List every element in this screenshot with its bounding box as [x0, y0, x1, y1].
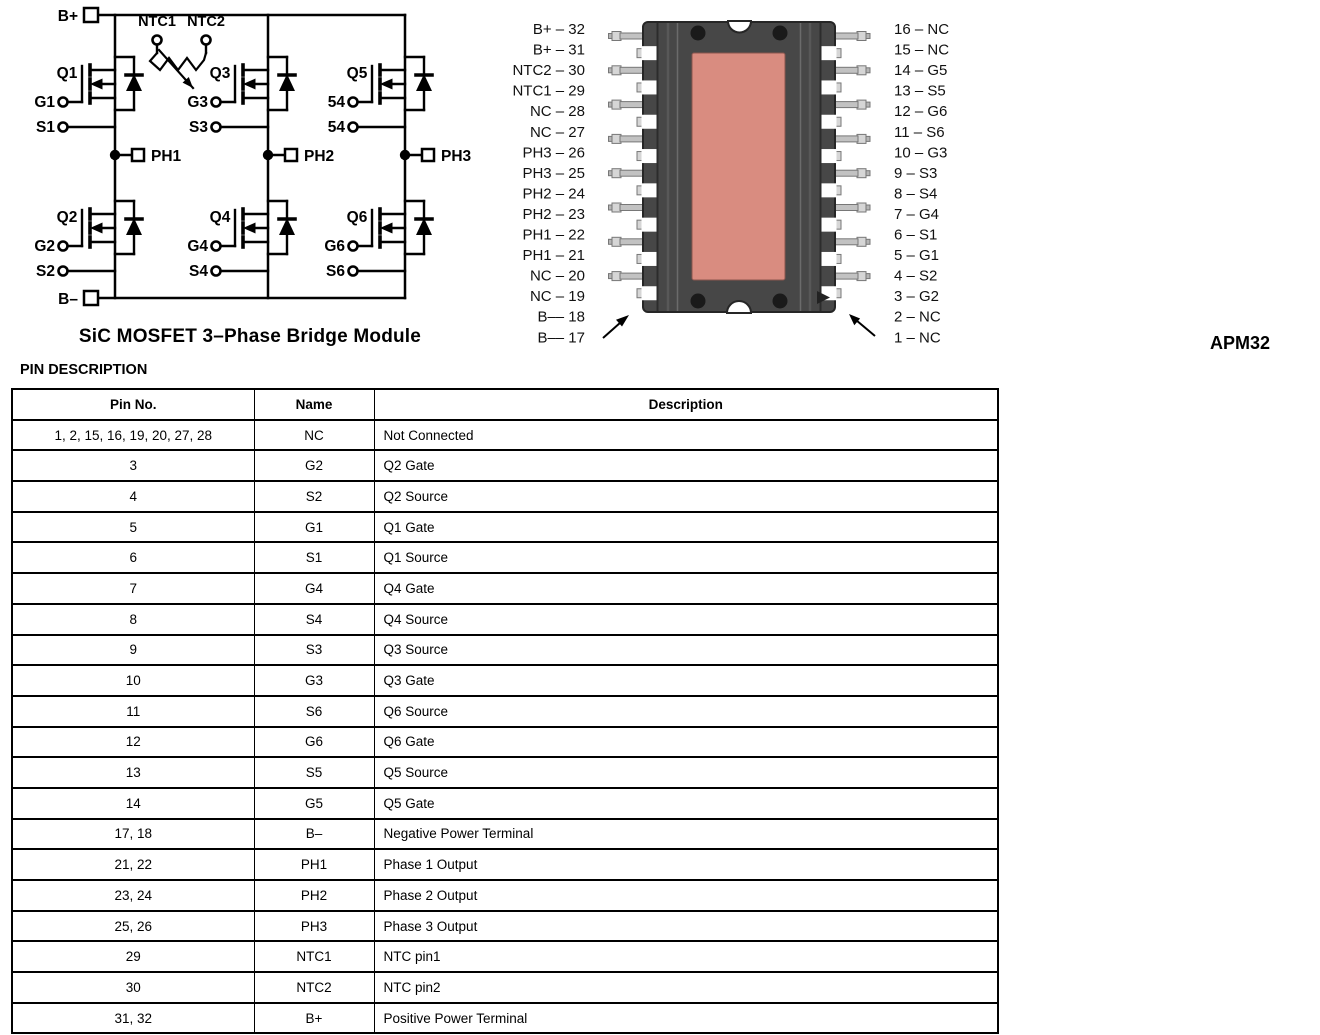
cell-name: S5	[254, 757, 374, 788]
cell-name: G5	[254, 788, 374, 819]
edge-notch	[642, 46, 658, 60]
cell-description: NTC pin1	[374, 941, 998, 972]
pin-label: B–– 17	[537, 329, 585, 347]
pin-label: PH3 – 26	[522, 144, 585, 162]
pin-label: 2 – NC	[894, 308, 941, 326]
q4-label: Q4	[209, 209, 231, 226]
cell-description: Q4 Source	[374, 604, 998, 635]
pin-label: 16 – NC	[894, 21, 950, 38]
cell-name: S3	[254, 635, 374, 666]
edge-notch	[821, 149, 837, 163]
cell-description: Q1 Gate	[374, 512, 998, 543]
g4-label: G4	[187, 238, 208, 255]
cell-name: NTC1	[254, 941, 374, 972]
cell-description: Phase 3 Output	[374, 911, 998, 942]
cell-description: Phase 2 Output	[374, 880, 998, 911]
cell-pin-no: 31, 32	[12, 1003, 254, 1034]
table-row	[12, 665, 998, 696]
bminus-label: B–	[58, 291, 78, 308]
pin-label: 5 – G1	[894, 247, 940, 265]
cell-name: G2	[254, 450, 374, 481]
table-row	[12, 849, 998, 880]
cell-description: Phase 1 Output	[374, 849, 998, 880]
pin-label: NTC2 – 30	[512, 62, 585, 80]
package-pin	[866, 68, 870, 73]
package-pin	[834, 239, 858, 245]
ph1-terminal	[132, 149, 144, 161]
s5-label: 54	[327, 119, 345, 136]
screw-hole	[691, 26, 706, 41]
pin-label: PH2 – 23	[522, 205, 585, 223]
left-pin-labels	[512, 21, 585, 346]
g3-label: G3	[187, 94, 208, 111]
package-pin	[834, 136, 858, 142]
pin-label: NC – 19	[529, 288, 585, 306]
package-pin	[620, 102, 644, 108]
table-row	[12, 604, 998, 635]
orientation-arrow	[849, 314, 875, 336]
edge-notch	[642, 252, 658, 266]
cell-description: Q2 Source	[374, 481, 998, 512]
table-row	[12, 757, 998, 788]
edge-notch	[642, 183, 658, 197]
pin-label: NTC1 – 29	[512, 82, 585, 100]
cell-name: PH1	[254, 849, 374, 880]
cell-pin-no: 23, 24	[12, 880, 254, 911]
table-row	[12, 727, 998, 758]
q5-label: Q5	[346, 65, 368, 82]
pin-label: 9 – S3	[894, 164, 938, 182]
table-row	[12, 635, 998, 666]
cell-name: B–	[254, 819, 374, 850]
schematic-panel	[0, 0, 500, 360]
pin-label: 7 – G4	[894, 205, 940, 223]
cell-name: G4	[254, 573, 374, 604]
s3-label: S3	[189, 119, 208, 136]
cell-pin-no: 9	[12, 635, 254, 666]
cell-pin-no: 30	[12, 972, 254, 1003]
package-caption-clip	[1160, 333, 1320, 353]
table-row	[12, 573, 998, 604]
edge-notch	[821, 218, 837, 232]
pin-label: 1 – NC	[894, 329, 941, 347]
edge-notch	[642, 80, 658, 94]
package-pin	[866, 102, 870, 107]
cell-pin-no: 11	[12, 696, 254, 727]
package-pin	[834, 33, 858, 39]
pin-label: 14 – G5	[894, 62, 948, 80]
package-pin	[866, 205, 870, 210]
package-pin	[834, 102, 858, 108]
cell-description: Q6 Source	[374, 696, 998, 727]
col-header-description: Description	[374, 389, 998, 420]
pin-label: PH1 – 21	[522, 247, 585, 265]
s1-label: S1	[36, 119, 55, 136]
cell-pin-no: 5	[12, 512, 254, 543]
col-header-name: Name	[254, 389, 374, 420]
bplus-terminal	[84, 8, 98, 22]
cell-description: Q3 Source	[374, 635, 998, 666]
table-row	[12, 481, 998, 512]
bminus-terminal	[84, 291, 98, 305]
table-row	[12, 911, 998, 942]
pin-label: 3 – G2	[894, 288, 940, 306]
cell-pin-no: 7	[12, 573, 254, 604]
pin-label: PH3 – 25	[522, 164, 585, 182]
bplus-label: B+	[57, 8, 78, 25]
cell-pin-no: 21, 22	[12, 849, 254, 880]
cell-pin-no: 3	[12, 450, 254, 481]
cell-name: S2	[254, 481, 374, 512]
cell-pin-no: 25, 26	[12, 911, 254, 942]
pin-label: 4 – S2	[894, 267, 938, 285]
package-pin	[620, 170, 644, 176]
package-pin	[834, 67, 858, 73]
ph3-node	[400, 150, 410, 160]
package-pin	[620, 273, 644, 279]
q1-label: Q1	[56, 65, 78, 82]
pin-label: 6 – S1	[894, 226, 938, 244]
ph1-label: PH1	[151, 148, 182, 165]
table-row	[12, 450, 998, 481]
cell-name: S1	[254, 542, 374, 573]
cell-description: Not Connected	[374, 420, 998, 451]
pin-label: 13 – S5	[894, 82, 946, 100]
pin-description-table	[11, 388, 999, 1034]
package-caption: APM32	[1209, 333, 1271, 353]
edge-notch	[642, 115, 658, 129]
screw-hole	[773, 26, 788, 41]
package-pin	[620, 205, 644, 211]
cell-description: Q1 Source	[374, 542, 998, 573]
table-row	[12, 512, 998, 543]
cell-pin-no: 14	[12, 788, 254, 819]
pin-label: B–– 18	[537, 308, 585, 326]
package-pin	[620, 136, 644, 142]
table-row	[12, 696, 998, 727]
cell-pin-no: 12	[12, 727, 254, 758]
g1-label: G1	[34, 94, 55, 111]
table-row	[12, 542, 998, 573]
edge-notch	[821, 115, 837, 129]
cell-description: Q5 Source	[374, 757, 998, 788]
table-header-row	[12, 389, 998, 420]
package-pin	[866, 34, 870, 39]
cell-description: NTC pin2	[374, 972, 998, 1003]
package-drawing	[500, 0, 1010, 360]
cell-description: Positive Power Terminal	[374, 1003, 998, 1034]
cell-name: B+	[254, 1003, 374, 1034]
cell-name: S4	[254, 604, 374, 635]
pin-label: PH1 – 22	[522, 226, 585, 244]
cell-name: G6	[254, 727, 374, 758]
ph1-node	[110, 150, 120, 160]
pin-label: NC – 28	[529, 103, 585, 121]
ph3-terminal	[422, 149, 434, 161]
table-row	[12, 1003, 998, 1034]
package-pin	[834, 205, 858, 211]
screw-hole	[691, 294, 706, 309]
package-pin	[866, 274, 870, 279]
package-pin	[834, 170, 858, 176]
g6-label: G6	[324, 238, 345, 255]
pin-label: NC – 27	[529, 123, 585, 141]
edge-notch	[642, 286, 658, 300]
orientation-arrow	[603, 315, 629, 338]
package-pin	[620, 239, 644, 245]
edge-notch	[821, 252, 837, 266]
table-row	[12, 941, 998, 972]
cell-pin-no: 1, 2, 15, 16, 19, 20, 27, 28	[12, 420, 254, 451]
cell-pin-no: 17, 18	[12, 819, 254, 850]
package-pin	[866, 171, 870, 176]
edge-notch	[821, 183, 837, 197]
cell-name: NTC2	[254, 972, 374, 1003]
g2-label: G2	[34, 238, 55, 255]
package-pin	[866, 136, 870, 141]
pin-label: PH2 – 24	[522, 185, 585, 203]
g5-label: 54	[327, 94, 345, 111]
q2-label: Q2	[56, 209, 78, 226]
pin-label: NC – 20	[529, 267, 585, 285]
package-pin	[620, 33, 644, 39]
cell-pin-no: 6	[12, 542, 254, 573]
cell-description: Q6 Gate	[374, 727, 998, 758]
ntc1-label: NTC1	[138, 14, 176, 30]
cell-description: Negative Power Terminal	[374, 819, 998, 850]
s2-label: S2	[36, 263, 55, 280]
ntc2-label: NTC2	[187, 14, 225, 30]
ph2-terminal	[285, 149, 297, 161]
cell-name: G3	[254, 665, 374, 696]
ph2-label: PH2	[304, 148, 335, 165]
bridge-schematic	[0, 0, 500, 326]
table-row	[12, 819, 998, 850]
ph3-label: PH3	[441, 148, 472, 165]
table-row	[12, 788, 998, 819]
cell-description: Q2 Gate	[374, 450, 998, 481]
pin-label: B+ – 31	[532, 41, 585, 59]
screw-hole	[773, 294, 788, 309]
ntc-thermistor	[150, 36, 211, 89]
pin-label: 8 – S4	[894, 185, 938, 203]
cell-pin-no: 10	[12, 665, 254, 696]
col-header-pin-no: Pin No.	[12, 389, 254, 420]
q6-label: Q6	[346, 209, 368, 226]
table-row	[12, 420, 998, 451]
pin-label: 12 – G6	[894, 103, 948, 121]
cell-name: G1	[254, 512, 374, 543]
cell-description: Q5 Gate	[374, 788, 998, 819]
cell-pin-no: 13	[12, 757, 254, 788]
table-row	[12, 880, 998, 911]
package-panel	[500, 0, 1271, 360]
edge-notch	[642, 149, 658, 163]
pin-label: 11 – S6	[894, 123, 945, 141]
q3-label: Q3	[209, 65, 231, 82]
cell-name: PH2	[254, 880, 374, 911]
edge-notch	[821, 80, 837, 94]
substrate-window	[692, 53, 785, 280]
package-pin	[620, 67, 644, 73]
cell-name: PH3	[254, 911, 374, 942]
pin-label: 15 – NC	[894, 41, 950, 59]
package-pin	[866, 239, 870, 244]
edge-notch	[642, 218, 658, 232]
cell-description: Q3 Gate	[374, 665, 998, 696]
right-pin-labels	[894, 21, 949, 346]
edge-notch	[821, 46, 837, 60]
pin-label: B+ – 32	[532, 21, 585, 38]
package-pin	[834, 273, 858, 279]
cell-name: NC	[254, 420, 374, 451]
ph2-node	[263, 150, 273, 160]
s6-label: S6	[326, 263, 345, 280]
table-row	[12, 972, 998, 1003]
s4-label: S4	[189, 263, 208, 280]
pin-label: 10 – G3	[894, 144, 948, 162]
cell-pin-no: 4	[12, 481, 254, 512]
cell-pin-no: 8	[12, 604, 254, 635]
cell-pin-no: 29	[12, 941, 254, 972]
cell-description: Q4 Gate	[374, 573, 998, 604]
schematic-caption: SiC MOSFET 3–Phase Bridge Module	[78, 326, 422, 347]
pin-description-title: PIN DESCRIPTION	[20, 362, 148, 378]
cell-name: S6	[254, 696, 374, 727]
